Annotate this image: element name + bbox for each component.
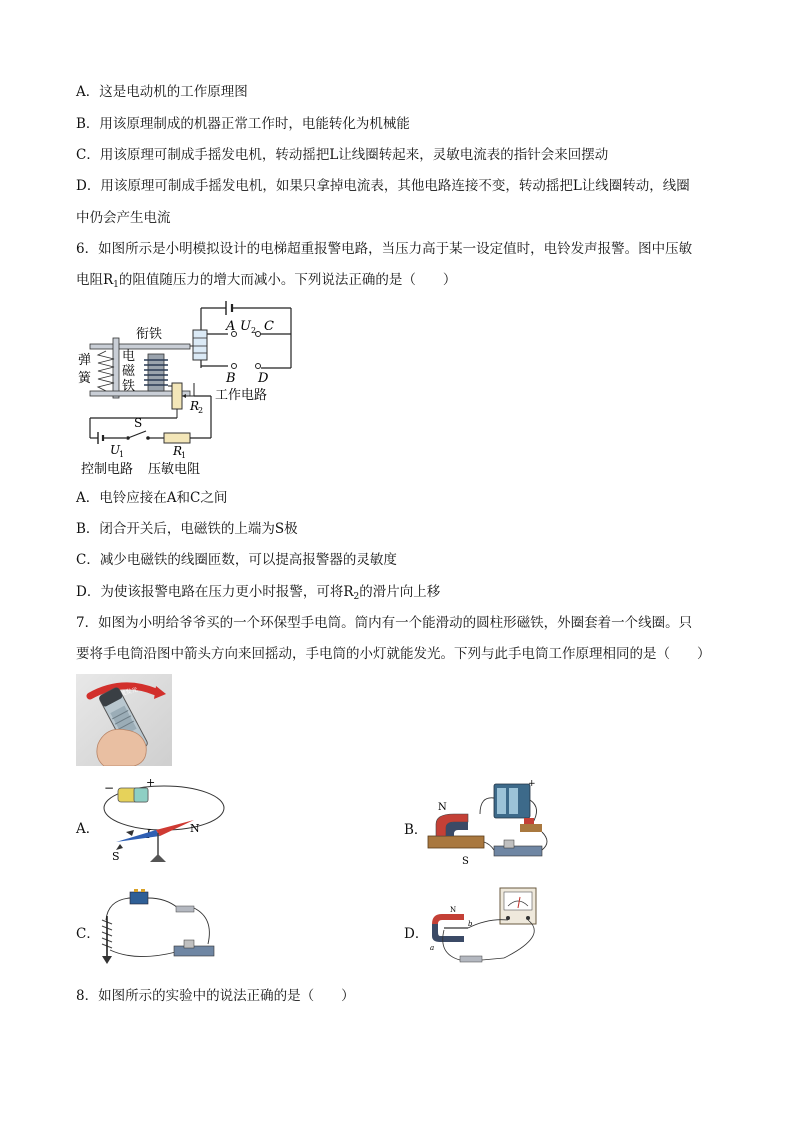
q5-option-b: B．用该原理制成的机器正常工作时，电能转化为机械能 — [76, 116, 410, 132]
q7-option-d-label: D． — [404, 926, 429, 942]
q6-option-b: B．闭合开关后，电磁铁的上端为S极 — [76, 521, 298, 537]
label-electromagnet-1: 电 — [122, 349, 136, 364]
label-contact-a: A — [226, 319, 236, 334]
q6-r1-subscript: 1 — [113, 280, 119, 290]
q6-option-c: C．减少电磁铁的线圈匝数，可以提高报警器的灵敏度 — [76, 552, 397, 568]
q8-stem: 8．如图所示的实验中的说法正确的是（ ） — [76, 988, 355, 1004]
label-u2-sub: 2 — [251, 326, 257, 335]
label-contact-b: B — [226, 371, 236, 386]
needle-s-label: S — [112, 850, 120, 863]
battery-minus: − — [104, 781, 115, 795]
q6-stem-line1: 6．如图所示是小明模拟设计的电梯超重报警电路，当压力高于某一设定值时，电铃发声报警。图中压敏 — [76, 241, 693, 257]
q6-r1-symbol: 电阻R — [76, 272, 114, 288]
q6-stem-line2 — [76, 270, 456, 295]
rod-b-label: b — [468, 920, 473, 928]
label-spring-1: 弹 — [78, 353, 92, 368]
label-r2-sub: 2 — [198, 406, 204, 415]
label-r1-sub: 1 — [181, 451, 187, 460]
q7-stem-line2: 要将手电筒沿图中箭头方向来回摇动，手电筒的小灯就能发光。下列与此手电筒工作原理相同的是（ ） — [76, 646, 711, 662]
label-control-circuit: 控制电路 — [81, 462, 134, 477]
q6-option-d-subscript: 2 — [353, 592, 360, 602]
q7-option-c-label: C． — [76, 926, 100, 942]
q7-option-b-label: B． — [404, 822, 428, 838]
battery-plus: + — [146, 776, 156, 789]
q7-option-a-label: A． — [76, 821, 100, 837]
q6-stem-rest: 的阻值随压力的增大而减小。下列说法正确的是（ ） — [118, 272, 457, 288]
q5-option-a: A．这是电动机的工作原理图 — [76, 84, 248, 100]
magnet-s-label: S — [462, 856, 469, 867]
rod-a-label: a — [430, 944, 435, 952]
needle-n-label: N — [190, 822, 200, 835]
q5-option-d: D．用该原理可制成手摇发电机，如果只拿掉电流表，其他电路连接不变，转动摇把L让线圈转动，线圈 — [76, 178, 690, 194]
magnet-n-label: N — [438, 802, 447, 813]
label-r2: R — [190, 399, 200, 413]
label-contact-c: C — [264, 319, 274, 334]
q7-option-a-figure — [96, 776, 246, 872]
label-u2: U — [240, 319, 251, 334]
magnet-d-n-label: N — [450, 906, 457, 914]
q7-option-b-figure — [424, 778, 564, 868]
q6-option-a: A．电铃应接在A和C之间 — [76, 490, 228, 506]
label-contact-d: D — [258, 371, 269, 386]
label-switch-s: S — [134, 416, 143, 430]
q7-option-c-figure — [96, 886, 226, 970]
label-armature: 衔铁 — [136, 327, 163, 342]
label-spring-2: 簧 — [78, 371, 92, 386]
q5-option-d-cont: 中仍会产生电流 — [76, 210, 171, 226]
label-u1-sub: 1 — [119, 450, 125, 459]
label-pressure-resistor: 压敏电阻 — [148, 462, 201, 477]
label-electromagnet-2: 磁 — [122, 364, 136, 379]
label-electromagnet-3: 铁 — [122, 379, 136, 394]
label-r1: R — [173, 444, 183, 458]
q6-alarm-circuit-figure — [76, 298, 306, 480]
q6-option-d-text: D．为使该报警电路在压力更小时报警，可将R — [76, 584, 354, 600]
q7-stem-line1: 7．如图为小明给爷爷买的一个环保型手电筒。筒内有一个能滑动的圆柱形磁铁，外圈套着一个线圈。只 — [76, 615, 693, 631]
flashlight-photo — [76, 674, 172, 766]
label-work-circuit: 工作电路 — [215, 388, 268, 403]
label-u1: U — [110, 443, 121, 457]
q7-option-d-figure — [424, 884, 564, 970]
q5-option-c: C．用该原理可制成手摇发电机，转动摇把L让线圈转起来，灵敏电流表的指针会来回摆动 — [76, 147, 609, 163]
q6-option-d — [76, 582, 440, 607]
q6-option-d-rest: 的滑片向上移 — [359, 584, 441, 600]
battery-b-plus: + — [528, 779, 536, 789]
